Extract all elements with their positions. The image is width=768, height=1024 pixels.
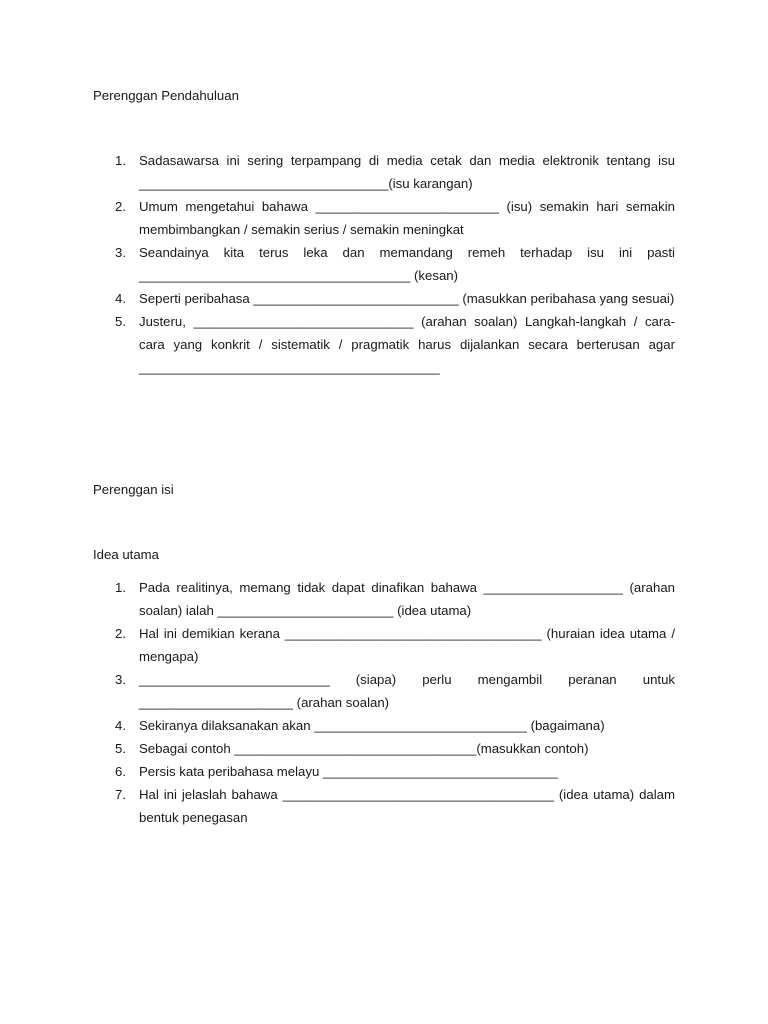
- list-item: [93, 149, 675, 195]
- item-text: Seperti peribahasa ____________________________ (masukkan peribahasa yang sesuai): [139, 291, 675, 306]
- item-text: Pada realitinya, memang tidak dapat dinafikan bahawa ___________________ (arahan soalan) ialah ________________________ (idea utama): [139, 580, 675, 618]
- item-text: Sekiranya dilaksanakan akan _____________________________ (bagaimana): [139, 718, 605, 733]
- item-text: Umum mengetahui bahawa _________________________ (isu) semakin hari semakin membimbangkan / semakin serius / semakin meningkat: [139, 199, 675, 237]
- item-number: 4.: [115, 291, 126, 306]
- list-item: [93, 576, 675, 622]
- list-item: [93, 760, 675, 783]
- item-number: 4.: [115, 718, 126, 733]
- list-item: [93, 310, 675, 379]
- list-item: [93, 195, 675, 241]
- item-text: Justeru, ______________________________ (arahan soalan) Langkah-langkah / cara-cara yang konkrit / sistematik / pragmatik harus dijalankan secara berterusan agar _________________________________________: [139, 314, 675, 375]
- item-number: 3.: [115, 672, 126, 687]
- item-number: 7.: [115, 787, 126, 802]
- item-text: Sebagai contoh _________________________________(masukkan contoh): [139, 741, 589, 756]
- item-number: 2.: [115, 199, 126, 214]
- item-number: 3.: [115, 245, 126, 260]
- list-item: [93, 668, 675, 714]
- section-heading-pendahuluan: Perenggan Pendahuluan: [93, 88, 239, 103]
- item-text: Seandainya kita terus leka dan memandang remeh terhadap isu ini pasti _____________________________________ (kesan): [139, 245, 675, 283]
- item-text: Persis kata peribahasa melayu ________________________________: [139, 764, 558, 779]
- item-number: 5.: [115, 314, 126, 329]
- isi-list: [93, 576, 675, 829]
- item-text: Hal ini jelaslah bahawa _____________________________________ (idea utama) dalam bentuk penegasan: [139, 787, 675, 825]
- item-number: 5.: [115, 741, 126, 756]
- section-heading-isi: Perenggan isi: [93, 482, 174, 497]
- list-item: [93, 241, 675, 287]
- item-number: 2.: [115, 626, 126, 641]
- pendahuluan-list: [93, 149, 675, 379]
- subheading-idea-utama: Idea utama: [93, 547, 159, 562]
- item-text: __________________________ (siapa) perlu mengambil peranan untuk _____________________ (arahan soalan): [139, 672, 675, 710]
- list-item: [93, 622, 675, 668]
- item-number: 6.: [115, 764, 126, 779]
- list-item: [93, 737, 675, 760]
- list-item: [93, 714, 675, 737]
- item-number: 1.: [115, 580, 126, 595]
- item-text: Sadasawarsa ini sering terpampang di media cetak dan media elektronik tentang isu __________________________________(isu karangan): [139, 153, 675, 191]
- item-number: 1.: [115, 153, 126, 168]
- list-item: [93, 783, 675, 829]
- item-text: Hal ini demikian kerana ___________________________________ (huraian idea utama / mengapa): [139, 626, 675, 664]
- list-item: [93, 287, 675, 310]
